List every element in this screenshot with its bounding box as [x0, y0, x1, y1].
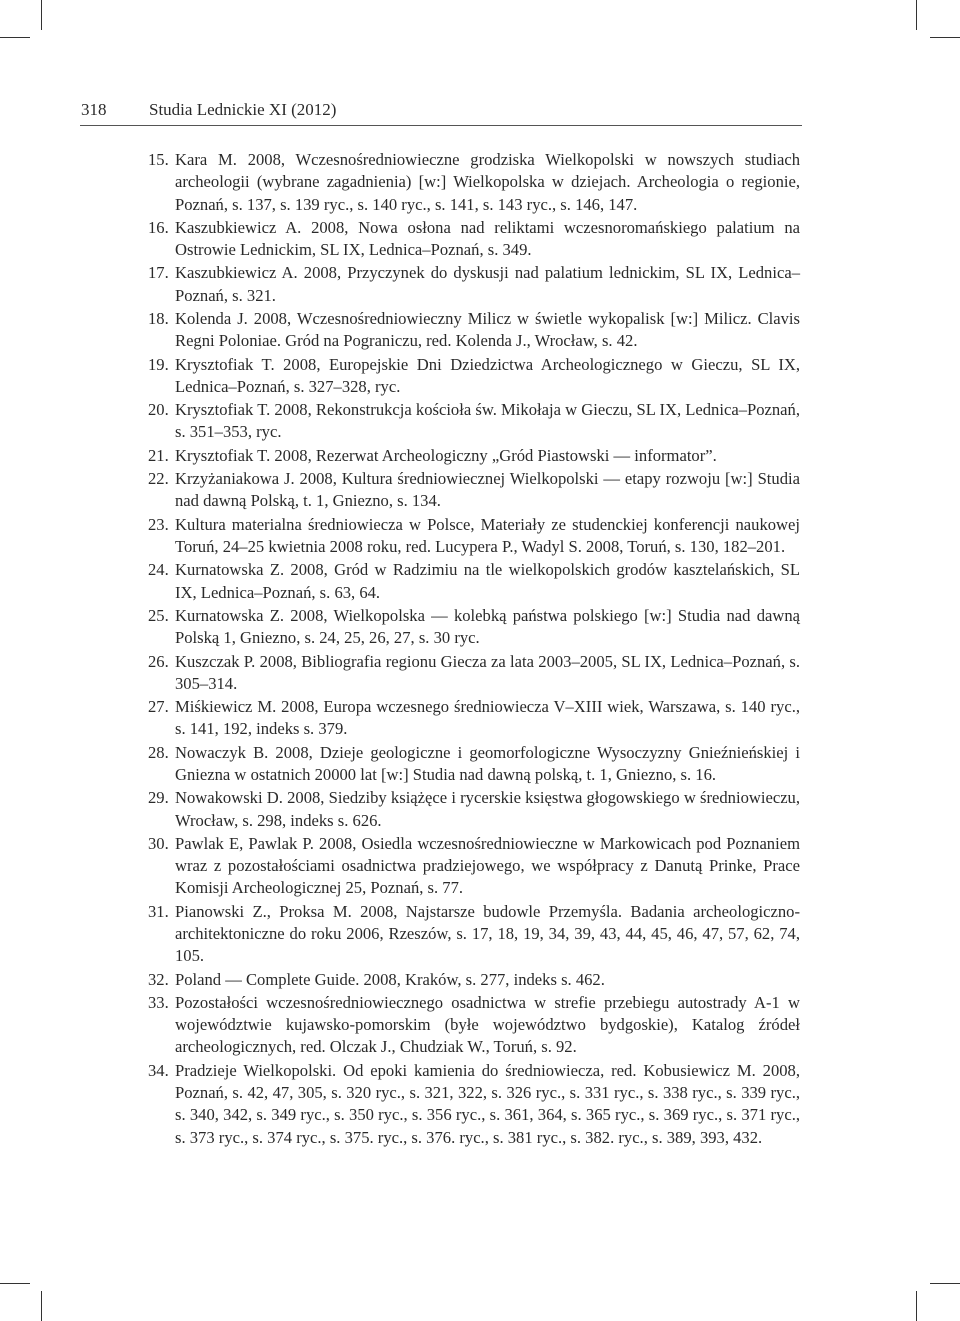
reference-text: Kolenda J. 2008, Wczesnośredniowieczny Milicz w świetle wykopalisk [w:] Milicz. Clavis Regni Poloniae. Gród na Pograniczu, red. Kolenda J., Wrocław, s. 42. [175, 309, 800, 351]
reference-number: 23. [148, 514, 169, 534]
reference-text: Pradzieje Wielkopolski. Od epoki kamienia do średniowiecza, red. Kobusiewicz M. 2008, Poznań, s. 42, 47, 305, s. 320 ryc., s. 321, 322, s. 326 ryc., s. 331 ryc., s. 338 ryc., s. 339 ryc., s. 340, 342, s. 349 ryc., s. 350 ryc., s. 356 ryc., s. 361, 364, s. 365 ryc., s. 369 ryc., s. 371 ryc., s. 373 ryc., s. 374 ryc., s. 375. ryc., s. 376. ryc., s. 381 ryc., s. 382. ryc., s. 389, 393, 432. [175, 1060, 800, 1147]
reference-text: Kaszubkiewicz A. 2008, Przyczynek do dyskusji nad palatium lednickim, SL IX, Lednica–Poznań, s. 321. [175, 263, 800, 305]
reference-text: Krysztofiak T. 2008, Rezerwat Archeologiczny „Gród Piastowski — informator”. [175, 445, 717, 465]
page-number: 318 [81, 100, 107, 119]
crop-mark-bottom-right-vertical [916, 1291, 917, 1321]
reference-text: Pozostałości wczesnośredniowiecznego osadnictwa w strefie przebiegu autostrady A-1 w województwie kujawsko-pomorskim (byłe województwo bydgoskie), Katalog źródeł archeologicznych, red. Olczak J., Chudziak W., Toruń, s. 92. [175, 992, 800, 1057]
reference-text: Kurnatowska Z. 2008, Gród w Radzimiu na tle wielkopolskich grodów kasztelańskich, SL IX, Lednica–Poznań, s. 63, 64. [175, 560, 800, 602]
crop-mark-top-left-horizontal [0, 37, 30, 38]
crop-mark-top-left-vertical [41, 0, 42, 30]
reference-text: Kara M. 2008, Wczesnośredniowieczne grodziska Wielkopolski w nowszych studiach archeologii (wybrane zagadnienia) [w:] Wielkopolska w dziejach. Archeologia o regionie, Poznań, s. 137, s. 139 ryc., s. 140 ryc., s. 141, s. 143 ryc., s. 146, 147. [175, 150, 800, 214]
reference-text: Kultura materialna średniowiecza w Polsce, Materiały ze studenckiej konferencji naukowej Toruń, 24–25 kwietnia 2008 roku, red. Lucypera P., Wadyl S. 2008, Toruń, s. 130, 182–201. [175, 514, 800, 556]
reference-number: 26. [148, 651, 169, 671]
reference-text: Pianowski Z., Proksa M. 2008, Najstarsze budowle Przemyśla. Badania archeologiczno-architektoniczne do roku 2006, Rzeszów, s. 17, 18, 19, 34, 39, 43, 44, 45, 46, 47, 57, 62, 74, 105. [175, 901, 800, 966]
reference-item [148, 742, 800, 787]
reference-item [148, 1060, 800, 1149]
reference-number: 19. [148, 354, 169, 374]
reference-number: 31. [148, 901, 169, 921]
page-header [81, 98, 801, 122]
reference-number: 21. [148, 445, 169, 465]
header-rule [80, 125, 802, 126]
reference-number: 24. [148, 560, 169, 580]
reference-number: 33. [148, 992, 169, 1012]
reference-item [148, 354, 800, 399]
reference-item [148, 651, 800, 696]
reference-item [148, 833, 800, 900]
reference-text: Kurnatowska Z. 2008, Wielkopolska — kolebką państwa polskiego [w:] Studia nad dawną Polską 1, Gniezno, s. 24, 25, 26, 27, s. 30 ryc. [175, 605, 800, 648]
running-title: Studia Lednickie XI (2012) [149, 100, 337, 119]
crop-mark-bottom-right-horizontal [930, 1283, 960, 1284]
reference-text: Krysztofiak T. 2008, Rekonstrukcja kościoła św. Mikołaja w Gieczu, SL IX, Lednica–Poznań, s. 351–353, ryc. [175, 400, 800, 442]
reference-number: 17. [148, 263, 169, 283]
reference-item [148, 445, 800, 467]
crop-mark-bottom-left-vertical [41, 1291, 42, 1321]
reference-number: 18. [148, 309, 169, 329]
reference-number: 28. [148, 742, 169, 762]
reference-item [148, 468, 800, 513]
reference-text: Krysztofiak T. 2008, Europejskie Dni Dziedzictwa Archeologicznego w Gieczu, SL IX, Lednica–Poznań, s. 327–328, ryc. [175, 354, 800, 396]
reference-list [148, 149, 800, 1150]
reference-text: Miśkiewicz M. 2008, Europa wczesnego średniowiecza V–XIII wiek, Warszawa, s. 140 ryc., s. 141, 192, indeks s. 379. [175, 697, 800, 739]
reference-number: 29. [148, 788, 169, 808]
reference-number: 16. [148, 217, 169, 237]
reference-text: Poland — Complete Guide. 2008, Kraków, s. 277, indeks s. 462. [175, 969, 605, 989]
reference-text: Nowakowski D. 2008, Siedziby książęce i rycerskie księstwa głogowskiego w średniowieczu, Wrocław, s. 298, indeks s. 626. [175, 788, 800, 830]
crop-mark-top-right-vertical [916, 0, 917, 30]
reference-item [148, 787, 800, 832]
reference-item [148, 992, 800, 1059]
reference-number: 22. [148, 469, 169, 489]
reference-text: Pawlak E, Pawlak P. 2008, Osiedla wczesnośredniowieczne w Markowicach pod Poznaniem wraz z pozostałościami osadnictwa pradziejowego, we współpracy z Danutą Prinke, Prace Komisji Archeologicznej 25, Poznań, s. 77. [175, 833, 800, 898]
reference-text: Kuszczak P. 2008, Bibliografia regionu Giecza za lata 2003–2005, SL IX, Lednica–Poznań, s. 305–314. [175, 651, 800, 693]
reference-item [148, 696, 800, 741]
reference-number: 15. [148, 150, 169, 169]
reference-number: 34. [148, 1060, 169, 1080]
reference-number: 25. [148, 605, 169, 625]
reference-item [148, 969, 800, 991]
reference-text: Nowaczyk B. 2008, Dzieje geologiczne i geomorfologiczne Wysoczyzny Gnieźnieńskiej i Gniezna w ostatnich 20000 lat [w:] Studia nad dawną polską, t. 1, Gniezno, s. 16. [175, 742, 800, 784]
reference-item [148, 149, 800, 216]
reference-text: Krzyżaniakowa J. 2008, Kultura średniowiecznej Wielkopolski — etapy rozwoju [w:] Studia nad dawną Polską, t. 1, Gniezno, s. 134. [175, 469, 800, 511]
reference-item [148, 399, 800, 444]
reference-number: 30. [148, 833, 169, 853]
reference-text: Kaszubkiewicz A. 2008, Nowa osłona nad reliktami wczesnoromańskiego palatium na Ostrowie Lednickim, SL IX, Lednica–Poznań, s. 349. [175, 217, 800, 260]
reference-item [148, 308, 800, 353]
reference-number: 20. [148, 400, 169, 420]
crop-mark-bottom-left-horizontal [0, 1283, 30, 1284]
reference-number: 32. [148, 969, 169, 989]
reference-item [148, 217, 800, 262]
crop-mark-top-right-horizontal [930, 37, 960, 38]
reference-item [148, 262, 800, 307]
reference-item [148, 559, 800, 604]
reference-item [148, 605, 800, 650]
reference-item [148, 514, 800, 559]
reference-item [148, 901, 800, 968]
reference-number: 27. [148, 697, 169, 717]
